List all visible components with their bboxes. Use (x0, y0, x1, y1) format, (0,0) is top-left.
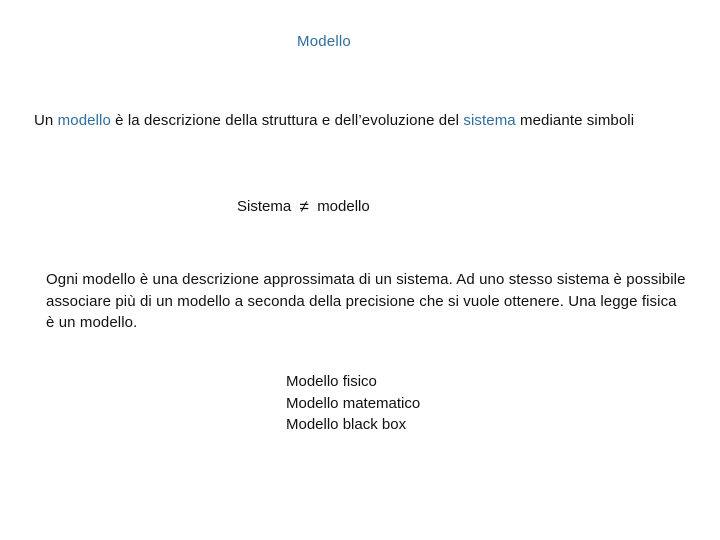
explanation-text: Ogni modello è una descrizione approssimata di un sistema. Ad uno stesso sistema è possibile associare più di un modello a seconda della precisione che si vuole ottenere. Una legge fisica è un modello. (46, 271, 686, 331)
definition-prefix: Un (34, 112, 58, 129)
explanation-paragraph (46, 269, 686, 334)
term-modello: modello (57, 112, 111, 129)
slide-title: Modello (297, 33, 351, 50)
term-sistema: sistema (463, 112, 516, 129)
list-item-physical-model: Modello fisico (286, 373, 377, 390)
system-model-relation (237, 195, 370, 217)
relation-right: modello (317, 198, 370, 215)
not-equal-symbol: ≠ (299, 197, 309, 216)
relation-left: Sistema (237, 198, 292, 215)
definition-paragraph (34, 110, 674, 131)
list-item-black-box-model: Modello black box (286, 416, 407, 433)
definition-middle: è la descrizione della struttura e dell’evoluzione del (110, 112, 464, 129)
definition-suffix: mediante simboli (515, 112, 635, 129)
list-item-mathematical-model: Modello matematico (286, 394, 421, 412)
model-types-list (286, 371, 420, 436)
